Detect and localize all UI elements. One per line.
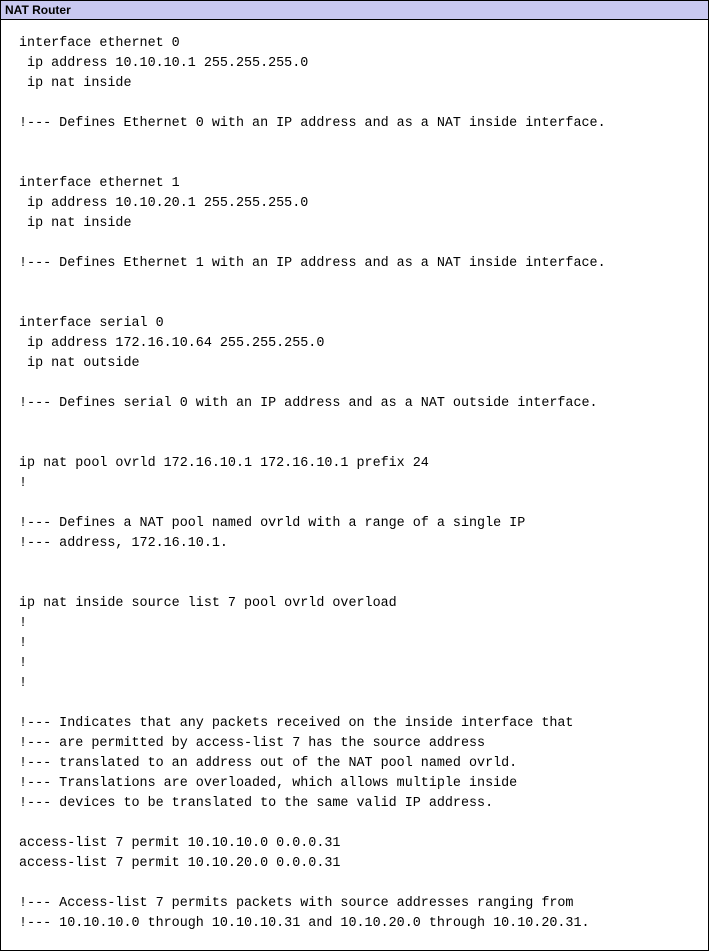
blank-line: [19, 274, 704, 294]
comment-line: !--- 10.10.10.0 through 10.10.10.31 and 10.10.20.0 through 10.10.20.31.: [19, 916, 590, 931]
comment-line: !--- Defines Ethernet 0 with an IP address and as a NAT inside interface.: [19, 116, 606, 131]
blank-line: [19, 434, 704, 454]
comment-line: !--- Translations are overloaded, which allows multiple inside: [19, 776, 518, 791]
separator-line: !: [19, 676, 28, 691]
blank-line: [19, 494, 704, 514]
blank-line: [19, 554, 704, 574]
blank-line: [19, 374, 704, 394]
blank-line: [19, 814, 704, 834]
comment-line: !--- Defines serial 0 with an IP address and as a NAT outside interface.: [19, 396, 598, 411]
blank-line: [19, 414, 704, 434]
comment-line: !--- Indicates that any packets received on the inside interface that: [19, 716, 574, 731]
config-command-line: access-list 7 permit 10.10.20.0 0.0.0.31: [19, 856, 341, 871]
blank-line: [19, 694, 704, 714]
config-command-line: ip nat inside source list 7 pool ovrld overload: [19, 596, 397, 611]
comment-line: !--- devices to be translated to the same valid IP address.: [19, 796, 494, 811]
config-command-line: ip address 10.10.20.1 255.255.255.0: [19, 196, 309, 211]
comment-line: !--- are permitted by access-list 7 has the source address: [19, 736, 486, 751]
comment-line: !--- Defines Ethernet 1 with an IP address and as a NAT inside interface.: [19, 256, 606, 271]
config-command-line: ip address 172.16.10.64 255.255.255.0: [19, 336, 325, 351]
blank-line: [19, 94, 704, 114]
config-command-line: ip nat outside: [19, 356, 140, 371]
blank-line: [19, 154, 704, 174]
config-command-line: interface ethernet 0: [19, 36, 180, 51]
config-command-line: access-list 7 permit 10.10.10.0 0.0.0.31: [19, 836, 341, 851]
comment-line: !--- address, 172.16.10.1.: [19, 536, 228, 551]
config-command-line: ip nat pool ovrld 172.16.10.1 172.16.10.1 prefix 24: [19, 456, 429, 471]
separator-line: !: [19, 616, 28, 631]
blank-line: [19, 874, 704, 894]
blank-line: [19, 574, 704, 594]
config-command-line: interface serial 0: [19, 316, 164, 331]
panel-title: NAT Router: [1, 1, 708, 20]
config-command-line: ip nat inside: [19, 216, 132, 231]
config-code-block: [19, 34, 704, 934]
separator-line: !: [19, 656, 28, 671]
comment-line: !--- Defines a NAT pool named ovrld with a range of a single IP: [19, 516, 526, 531]
config-command-line: ip address 10.10.10.1 255.255.255.0: [19, 56, 309, 71]
blank-line: [19, 234, 704, 254]
blank-line: [19, 134, 704, 154]
comment-line: !--- Access-list 7 permits packets with source addresses ranging from: [19, 896, 574, 911]
separator-line: !: [19, 636, 28, 651]
config-command-line: ip nat inside: [19, 76, 132, 91]
comment-line: !--- translated to an address out of the NAT pool named ovrld.: [19, 756, 518, 771]
separator-line: !: [19, 476, 28, 491]
config-command-line: interface ethernet 1: [19, 176, 180, 191]
blank-line: [19, 294, 704, 314]
